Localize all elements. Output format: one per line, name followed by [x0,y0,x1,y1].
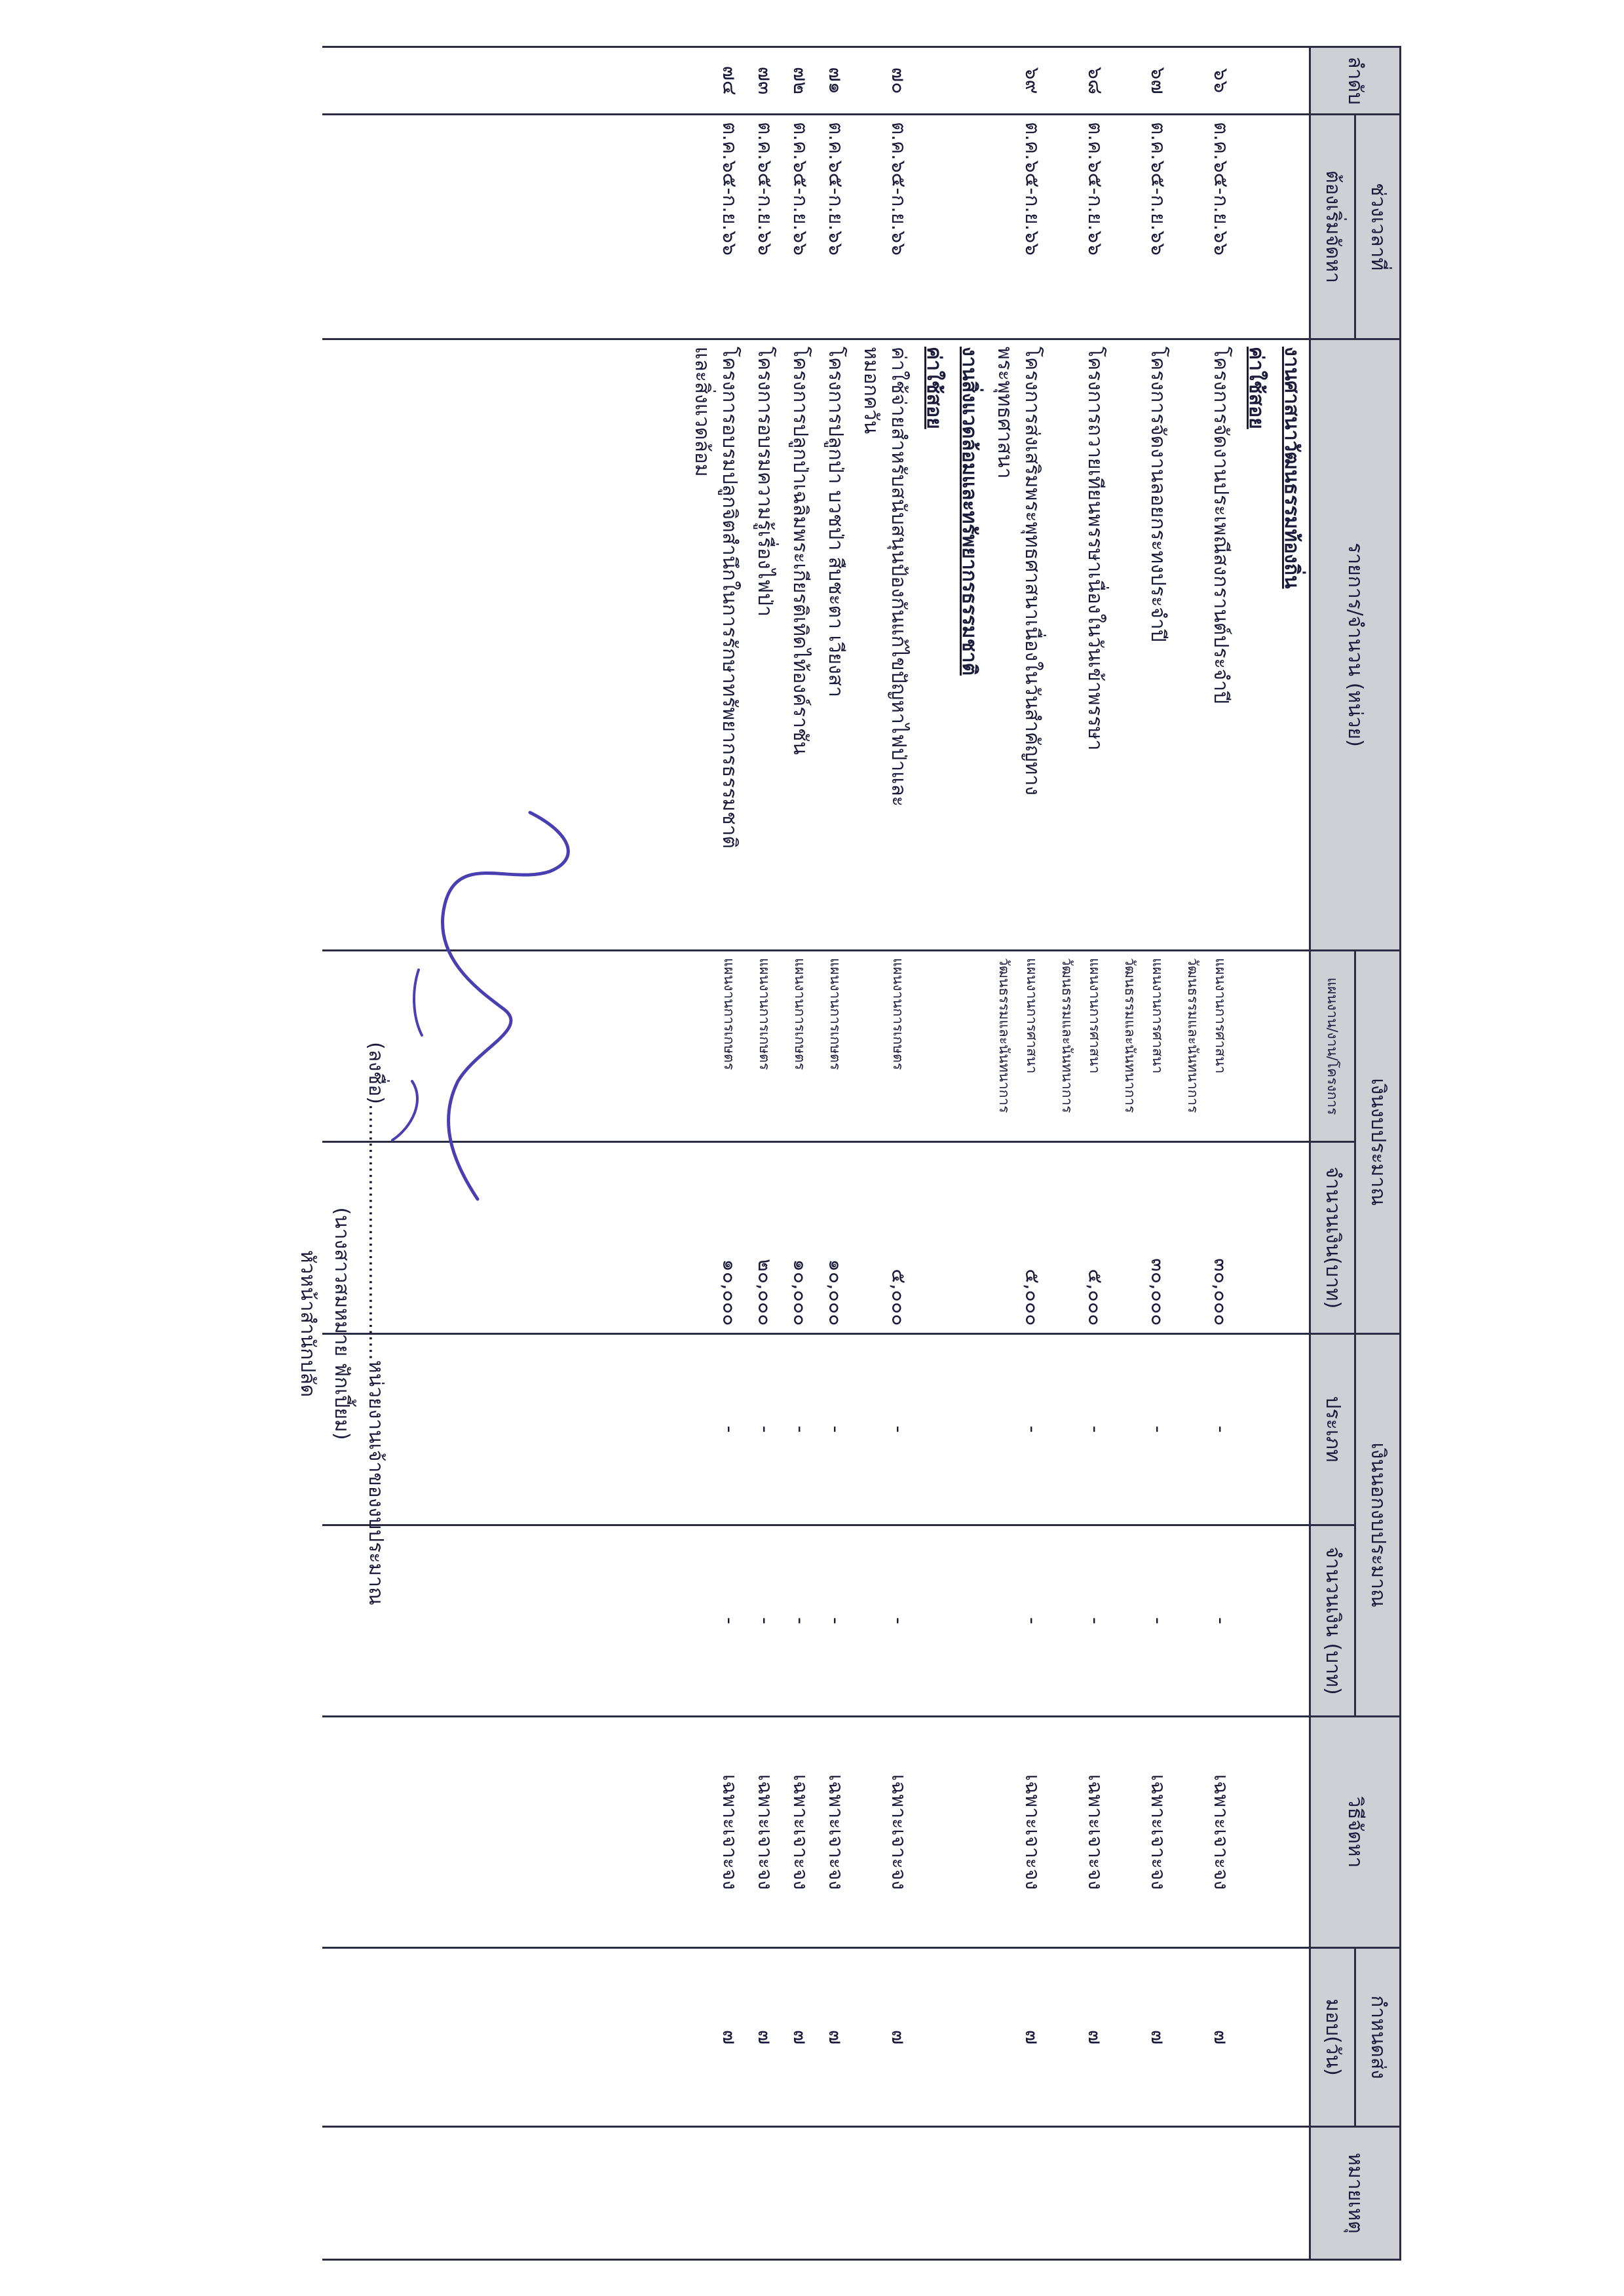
table-row: ๖๙ ต.ค.๖๕-ก.ย.๖๖ โครงการส่งเสริมพระพุทธศาสนาเนื่องในวันสำคัญทาง พระพุทธศาสนา แผนงานการศาสนาวัฒนธรรมและนันทนาการ ๕,๐๐๐ - - เฉพาะเจาะจง ๗ [987,47,1049,2260]
header-seq: ลำดับ [1310,47,1401,115]
table-row: ๖๗ ต.ค.๖๕-ก.ย.๖๖ โครงการจัดงานลอยกระทงประจำปี แผนงานการศาสนาวัฒนธรรมและนันทนาการ ๓๐,๐๐๐ - - เฉพาะเจาะจง ๗ [1112,47,1175,2260]
section-subtitle: ค่าใช้สอย [1238,339,1274,951]
signer-name: (นางสาวสมหมาย ฟักเปี้ยม) [330,1207,353,1440]
table-row: ๗๑ ต.ค.๖๕-ก.ย.๖๖ โครงการปลูกป่า บวชป่า สืบชะตา เวียงสา แผนงานการเกษตร ๑๐,๐๐๐ - - เฉพาะเจาะจง ๗ [818,47,853,2260]
header-method: วิธีจัดหา [1310,1717,1401,1948]
table-row: ๖๖ ต.ค.๖๕-ก.ย.๖๖ โครงการจัดงานประเพณีสงกรานต์ประจำปี แผนงานการศาสนาวัฒนธรรมและนันทนาการ ๓๐,๐๐๐ - - เฉพาะเจาะจง ๗ [1175,47,1238,2260]
table-row: ๖๘ ต.ค.๖๕-ก.ย.๖๖ โครงการถวายเทียนพรรษาเนื่องในวันเข้าพรรษา แผนงานการศาสนาวัฒนธรรมและนันทนาการ ๕,๐๐๐ - - เฉพาะเจาะจง ๗ [1049,47,1112,2260]
header-budget-group: เงินงบประมาณ [1355,951,1401,1334]
table-row: ๗๔ ต.ค.๖๕-ก.ย.๖๖ โครงการอบรมปลูกจิตสำนึกในการรักษาทรัพยากรธรรมชาติ และสิ่งแวดล้อม แผนงานการเกษตร ๑๐,๐๐๐ - - เฉพาะเจาะจง ๗ [684,47,747,2260]
header-item: รายการ/จำนวน (หน่วย) [1310,339,1401,951]
section-subtitle: ค่าใช้สอย [916,339,951,951]
header-days: มอบ(วัน) [1310,1948,1355,2127]
table-row: ๗๐ ต.ค.๖๕-ก.ย.๖๖ ค่าใช้จ่ายสำหรับสนับสนุนป้องกันแก้ไขปัญหาไฟป่าและ หมอกควัน แผนงานการเกษตร ๕,๐๐๐ - - เฉพาะเจาะจง ๗ [853,47,916,2260]
header-amount2: จำนวนเงิน (บาท) [1310,1525,1355,1716]
header-type: ประเภท [1310,1333,1355,1525]
header-deadline-group: กำหนดส่ง [1355,1948,1401,2127]
table-row: ๗๓ ต.ค.๖๕-ก.ย.๖๖ โครงการอบรมความรู้เรื่องไฟป่า แผนงานการเกษตร ๒๐,๐๐๐ - - เฉพาะเจาะจง ๗ [747,47,782,2260]
signature-block [290,930,392,1717]
table-header [1310,47,1401,2260]
header-plan: แผนงาน/งาน/โครงการ [1310,951,1355,1142]
header-note: หมายเหตุ [1310,2127,1401,2260]
table-row: ๗๒ ต.ค.๖๕-ก.ย.๖๖ โครงการปลูกป่าเฉลิมพระเกียรติเทิดไท้องค์ราชัน แผนงานการเกษตร ๑๐,๐๐๐ - - เฉพาะเจาะจง ๗ [782,47,818,2260]
section-title: งานสิ่งแวดล้อมและทรัพยากรธรรมชาติ [951,339,987,951]
header-amount: จำนวนเงิน(บาท) [1310,1142,1355,1333]
header-period: ช่วงเวลาที่ [1355,115,1401,339]
header-start-month: ต้องเริ่มจัดหา [1310,115,1355,339]
header-offbudget-group: เงินนอกงบประมาณ [1355,1333,1401,1717]
signature-line: (ลงชื่อ).........................................หน่วยงานเจ้าของงบประมาณ [364,1042,387,1605]
signer-position: หัวหน้าสำนักปลัด [296,1250,319,1398]
section-title: งานศาสนาวัฒนธรรมท้องถิ่น [1274,339,1310,951]
